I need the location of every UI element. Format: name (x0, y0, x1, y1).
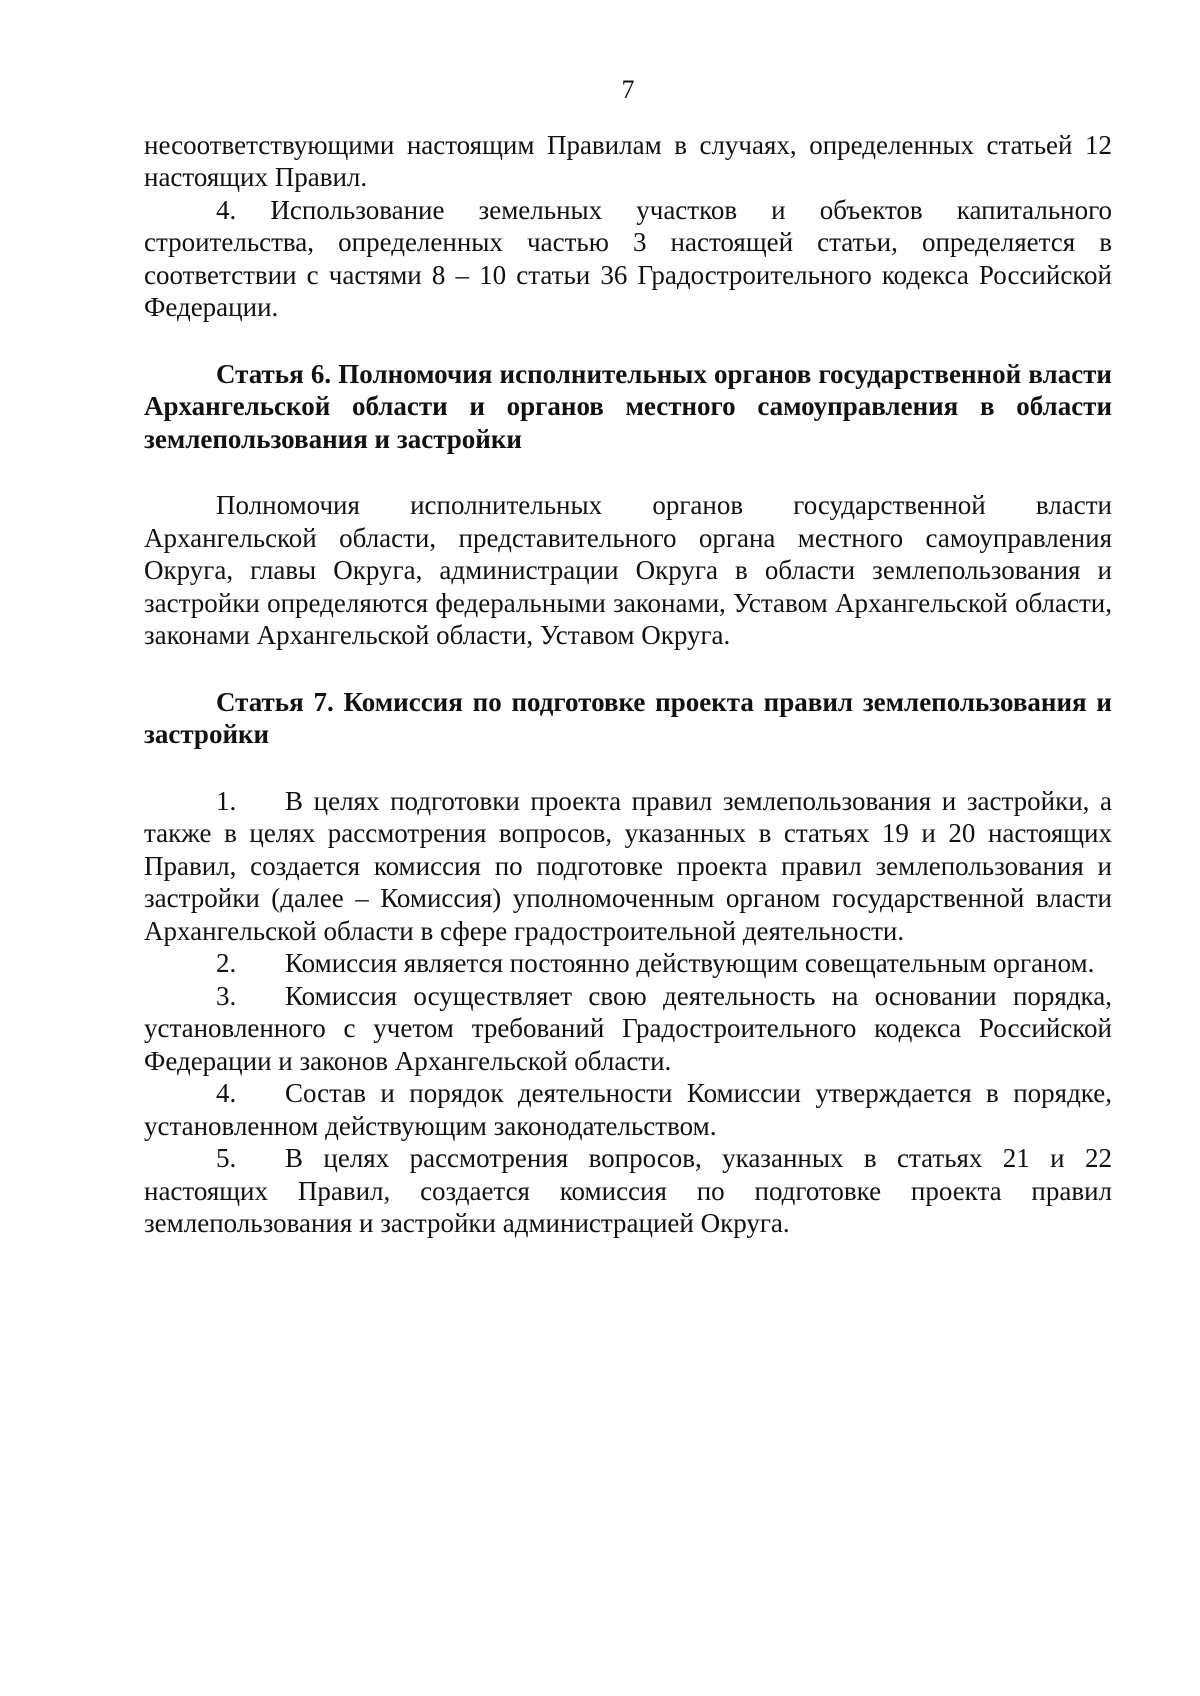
page-number: 7 (621, 75, 635, 104)
continuation-paragraph: несоответствующими настоящим Правилам в случаях, определенных статьей 12 настоящих Правил. (144, 129, 1112, 192)
list-item-text: Комиссия является постоянно действующим совещательным органом. (285, 948, 1095, 978)
list-item-text: В целях подготовки проекта правил землепользования и застройки, а также в целях рассмотрения вопросов, указанных в статьях 19 и 20 настоящих Правил, создается комиссия по подготовке проекта правил землепользования и застройки (далее – Комиссия) уполномоченным органом государственной власти Архангельской области в сфере градостроительной деятельности. (144, 785, 1112, 946)
document-page (144, 74, 1112, 1240)
list-item-text: В целях рассмотрения вопросов, указанных в статьях 21 и 22 настоящих Правил, создается комиссия по подготовке проекта правил землепользования и застройки администрацией Округа. (144, 1143, 1112, 1238)
list-item-text: Состав и порядок деятельности Комиссии утверждается в порядке, установленном действующим законодательством. (144, 1078, 1112, 1141)
list-item (144, 980, 1112, 1078)
list-item-number: 3. (216, 980, 237, 1011)
list-item (144, 785, 1112, 948)
list-item-number: 4. (216, 1078, 237, 1108)
article-6-heading: Статья 6. Полномочия исполнительных органов государственной власти Архангельской области и органов местного самоуправления в области землепользования и застройки (144, 358, 1112, 454)
list-item-text: Комиссия осуществляет свою деятельность на основании порядка, установленного с учетом требований Градостроительного кодекса Российской Федерации и законов Архангельской области. (144, 980, 1112, 1076)
list-item-number: 5. (216, 1143, 237, 1173)
list-item (144, 947, 1112, 980)
list-item (144, 1142, 1112, 1240)
paragraph-item-4: 4. Использование земельных участков и объектов капитального строительства, определенных частью 3 настоящей статьи, определяется в соответствии с частями 8 – 10 статьи 36 Градостроительного кодекса Российской Федерации. (144, 194, 1112, 322)
list-item (144, 1077, 1112, 1142)
article-7-heading: Статья 7. Комиссия по подготовке проекта правил землепользования и застройки (144, 686, 1112, 749)
article-6-paragraph: Полномочия исполнительных органов государственной власти Архангельской области, представительного органа местного самоуправления Округа, главы Округа, администрации Округа в области землепользования и застройки определяются федеральными законами, Уставом Архангельской области, законами Архангельской области, Уставом Округа. (144, 490, 1112, 650)
article-7-list (144, 785, 1112, 1240)
list-item-number: 1. (216, 785, 237, 816)
list-item-number: 2. (216, 948, 237, 978)
